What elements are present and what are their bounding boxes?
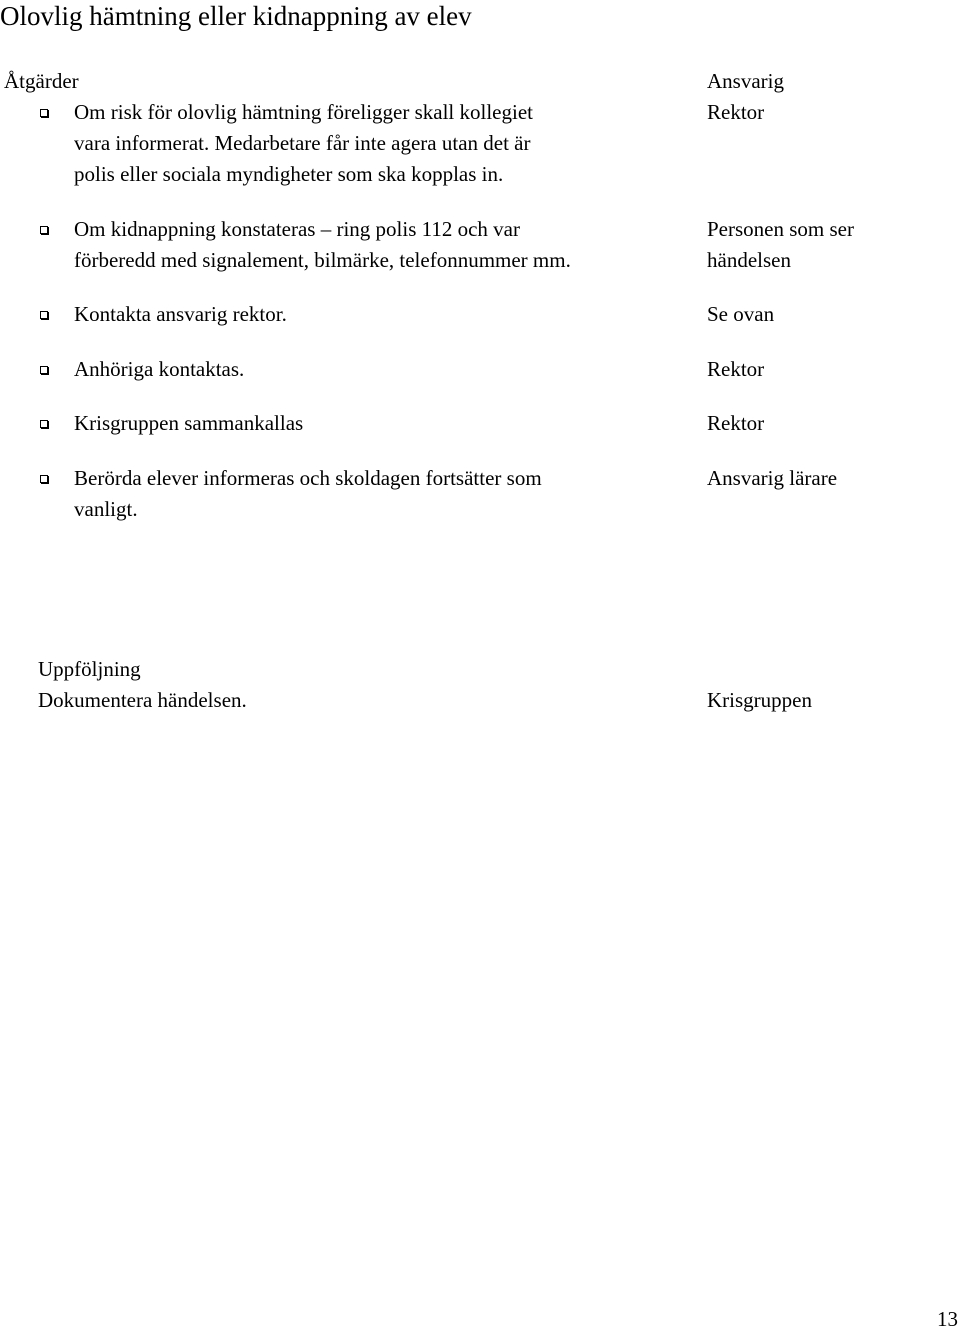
action-text [74, 354, 634, 385]
action-line: Om risk för olovlig hämtning föreligger skall kollegiet [74, 100, 533, 124]
action-text [74, 214, 634, 276]
action-line: förberedd med signalement, bilmärke, telefonnummer mm. [74, 248, 571, 272]
action-line: Anhöriga kontaktas. [74, 357, 245, 381]
action-line: polis eller sociala myndigheter som ska kopplas in. [74, 162, 504, 186]
action-text [74, 97, 634, 190]
action-line: Krisgruppen sammankallas [74, 411, 304, 435]
checkbox-bullet-icon [40, 366, 48, 374]
responsible-line: händelsen [707, 248, 791, 272]
responsible-column-header: Ansvarig [707, 69, 784, 93]
checkbox-bullet-icon [40, 475, 48, 483]
followup-text: Dokumentera händelsen. [38, 688, 247, 712]
checkbox-bullet-icon [40, 420, 48, 428]
action-line: Kontakta ansvarig rektor. [74, 302, 287, 326]
action-responsible [707, 97, 947, 128]
followup-heading: Uppföljning [38, 657, 141, 681]
responsible-line: Rektor [707, 357, 765, 381]
action-responsible [707, 299, 947, 330]
checkbox-bullet-icon [40, 311, 48, 319]
page-number: 13 [937, 1307, 958, 1331]
action-text [74, 408, 634, 439]
checkbox-bullet-icon [40, 109, 48, 117]
responsible-line: Se ovan [707, 302, 775, 326]
action-text [74, 463, 634, 525]
action-responsible [707, 214, 947, 276]
action-responsible [707, 354, 947, 385]
action-text [74, 299, 634, 330]
responsible-line: Personen som ser [707, 217, 854, 241]
action-line: Berörda elever informeras och skoldagen fortsätter som [74, 466, 542, 490]
action-responsible [707, 408, 947, 439]
responsible-line: Rektor [707, 100, 765, 124]
actions-column-header: Åtgärder [4, 69, 79, 93]
followup-responsible: Krisgruppen [707, 688, 812, 712]
page-title: Olovlig hämtning eller kidnappning av elev [0, 1, 472, 31]
action-line: Om kidnappning konstateras – ring polis 112 och var [74, 217, 520, 241]
checkbox-bullet-icon [40, 226, 48, 234]
responsible-line: Ansvarig lärare [707, 466, 838, 490]
responsible-line: Rektor [707, 411, 765, 435]
action-line: vanligt. [74, 497, 138, 521]
action-line: vara informerat. Medarbetare får inte agera utan det är [74, 131, 531, 155]
action-responsible [707, 463, 947, 494]
